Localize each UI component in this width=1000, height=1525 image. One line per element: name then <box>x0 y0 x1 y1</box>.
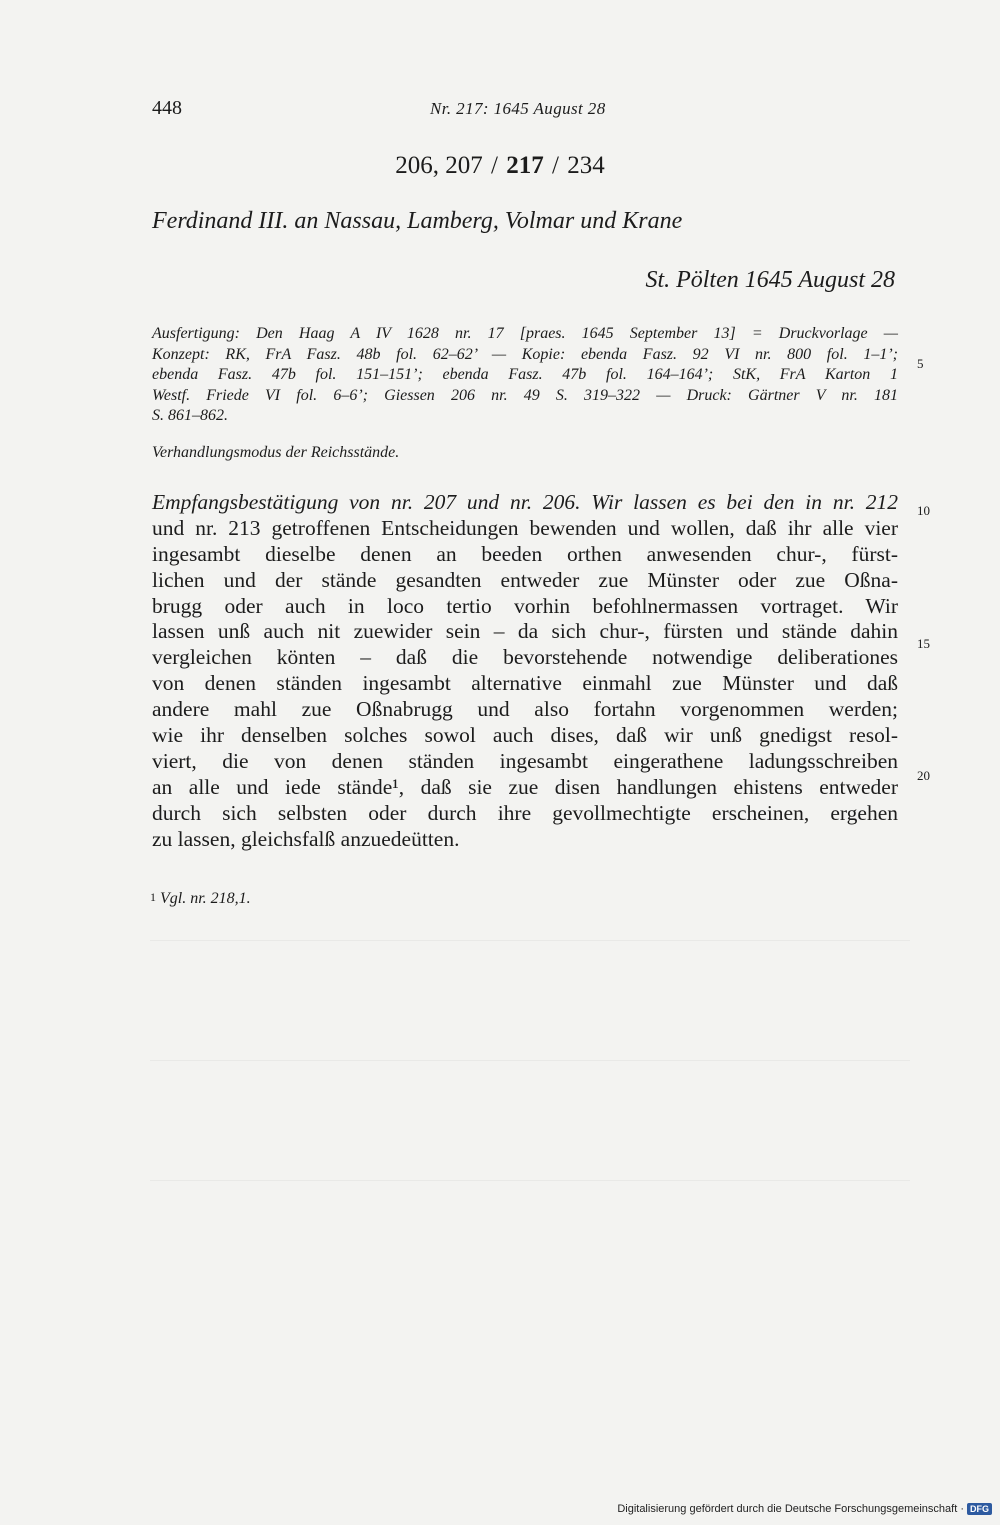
footnote-mark: 1 <box>150 890 156 904</box>
body-line: ingesambt dieselbe denen an beeden orthen anwesenden chur-, fürst- <box>152 541 898 566</box>
line-number: 10 <box>917 503 930 518</box>
document-summary: Verhandlungsmodus der Reichsstände. <box>152 444 400 461</box>
body-line: viert, die von denen ständen ingesambt eingerathene ladungsschreiben <box>152 748 898 773</box>
source-apparatus <box>152 324 898 427</box>
body-line: lassen unß auch nit zuewider sein – da sich chur-, fürsten und stände dahin <box>152 619 898 644</box>
show-through-line <box>150 940 910 941</box>
crossref-current: 217 <box>506 152 544 179</box>
body-line: wie ihr denselben solches sowol auch dises, daß wir unß gnedigst resol- <box>152 723 898 748</box>
body-line: lichen und der stände gesandten entweder zue Münster oder zue Oßna- <box>152 567 898 592</box>
crossref-separator: / <box>491 152 498 179</box>
show-through-line <box>150 1060 910 1061</box>
line-number: 5 <box>917 356 924 371</box>
page-number: 448 <box>152 97 182 119</box>
body-line: an alle und iede stände¹, daß sie zue disen handlungen ehistens entweder <box>152 774 898 799</box>
crossref-previous: 206, 207 <box>395 152 483 179</box>
dfg-logo: DFG <box>967 1503 992 1515</box>
body-line: andere mahl zue Oßnabrugg und also fortahn vorgenommen werden; <box>152 697 898 722</box>
document-dateline: St. Pölten 1645 August 28 <box>645 267 895 293</box>
crossref-next: 234 <box>567 152 605 179</box>
body-line: durch sich selbsten oder durch ihre gevollmechtigte erscheinen, ergehen <box>152 800 898 825</box>
body-line: von denen ständen ingesambt alternative einmahl zue Münster und daß <box>152 671 898 696</box>
show-through-line <box>150 1180 910 1181</box>
document-title: Ferdinand III. an Nassau, Lamberg, Volmar und Krane <box>152 208 683 234</box>
body-line: zu lassen, gleichsfalß anzuedeütten. <box>152 826 460 851</box>
body-line: vergleichen könten – daß die bevorstehende notwendige deliberationes <box>152 645 898 670</box>
credit-text: Digitalisierung gefördert durch die Deutsche Forschungsgemeinschaft · <box>617 1503 964 1515</box>
digitization-credit <box>617 1503 992 1515</box>
document-crossref <box>0 152 1000 180</box>
footnote <box>150 890 251 908</box>
footnote-text: Vgl. nr. 218,1. <box>160 890 251 907</box>
document-body <box>152 490 898 852</box>
source-line: ebenda Fasz. 47b fol. 151–151’; ebenda Fasz. 47b fol. 164–164’; StK, FrA Karton 1 <box>152 366 898 383</box>
body-line: und nr. 213 getroffenen Entscheidungen bewenden und wollen, daß ihr alle vier <box>152 515 898 540</box>
line-number: 20 <box>917 768 930 783</box>
body-line: Empfangsbestätigung von nr. 207 und nr. 206. Wir lassen es bei den in nr. 212 <box>152 490 898 514</box>
source-line: Westf. Friede VI fol. 6–6’; Giessen 206 nr. 49 S. 319–322 — Druck: Gärtner V nr. 181 <box>152 386 898 404</box>
crossref-separator: / <box>552 152 559 179</box>
source-line: Konzept: RK, FrA Fasz. 48b fol. 62–62’ — Kopie: ebenda Fasz. 92 VI nr. 800 fol. 1–1’; <box>152 345 898 363</box>
body-line: brugg oder auch in loco tertio vorhin befohlnermassen vortraget. Wir <box>152 593 898 618</box>
line-number: 15 <box>917 636 930 651</box>
running-head: Nr. 217: 1645 August 28 <box>430 99 606 118</box>
source-line: Ausfertigung: Den Haag A IV 1628 nr. 17 [praes. 1645 September 13] = Druckvorlage — <box>152 325 898 342</box>
source-line: S. 861–862. <box>152 407 228 424</box>
